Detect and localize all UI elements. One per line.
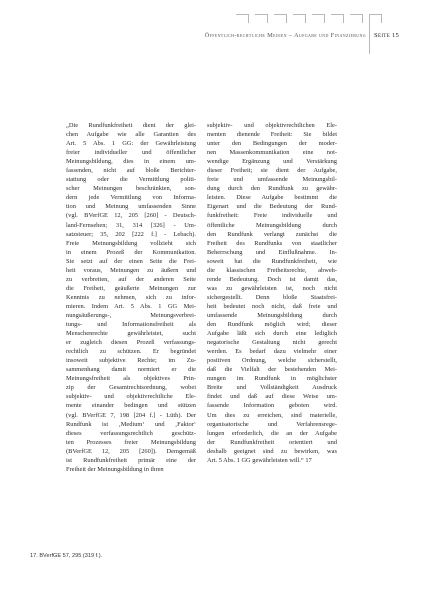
header-tick	[293, 14, 306, 23]
text-line: ten Prozesses freier Meinungsbildung	[66, 438, 196, 446]
text-line: Kenntnis zu nehmen, sich zu infor-	[66, 293, 196, 301]
text-line: Eigenart und die Bedeutung der Rund-	[207, 203, 337, 211]
text-line: chen Aufgabe wie alle Garantien des	[66, 131, 196, 139]
text-line: Menschenrechte gewährleistet, sucht	[66, 330, 196, 338]
text-line: lungen erforderlich, die an der Aufgabe	[207, 429, 337, 437]
text-line: Freiheit des Rundfunks von staatlicher	[207, 239, 337, 247]
header-decoration	[236, 14, 382, 23]
text-line: ist Rundfunkfreiheit primär eine der	[66, 456, 196, 464]
text-line: stattung oder die Vermittlung politi-	[66, 176, 196, 184]
text-line: heit bedeutet noch nicht, daß freie und	[207, 302, 337, 310]
running-header: Öffentlich-rechtliche Medien – Aufgabe und Finanzierung	[204, 32, 366, 39]
header-divider	[369, 14, 370, 54]
header-tick	[255, 14, 268, 23]
text-line: sammenhang damit normiert er die	[66, 366, 196, 374]
text-line: Um dies zu erreichen, sind materielle,	[207, 411, 337, 419]
header-tick	[312, 14, 325, 23]
text-line: freier individueller und öffentlicher	[66, 149, 196, 157]
text-line: Aufgabe läßt sich durch eine lediglich	[207, 330, 337, 338]
text-line: subjektiv- und objektivrechtlichen Ele-	[207, 122, 337, 129]
text-line: sichergestellt. Denn bloße Staatsfrei-	[207, 293, 337, 301]
text-line: dieses verfassungsrechtlich geschütz-	[66, 429, 196, 437]
text-line: (vgl. BVerfGE 12, 205 [260] - Deutsch-	[66, 212, 196, 220]
text-line: soweit hat die Rundfunkfreiheit, wie	[207, 257, 337, 265]
text-line: land-Fernsehen; 31, 314 [326] - Um-	[66, 221, 196, 229]
text-line: in einem Prozeß der Kommunikation.	[66, 248, 196, 256]
text-line: „Die Rundfunkfreiheit dient der glei-	[66, 122, 196, 129]
text-line: nen Massenkommunikation eine not-	[207, 149, 337, 157]
text-line: subjektiv- und objektivrechtliche Ele-	[66, 393, 196, 401]
text-line: umfassende Meinungsbildung durch	[207, 311, 337, 319]
text-line: daß die Vielfalt der bestehenden Mei-	[207, 366, 337, 374]
text-line: insoweit subjektive Rechte; im Zu-	[66, 357, 196, 365]
body-column-left	[66, 121, 196, 474]
text-line: Art. 5 Abs. 1 GG: der Gewährleistung	[66, 140, 196, 148]
header-tick	[369, 14, 382, 23]
text-line: dung durch den Rundfunk zu gewähr-	[207, 185, 337, 193]
text-line: nungsäußerungs-, Meinungsverbrei-	[66, 311, 196, 319]
text-line: mente einander bedingen und stützen	[66, 402, 196, 410]
text-line: Meinungsfreiheit als objektives Prin-	[66, 375, 196, 383]
text-line: tion und Meinung umfassenden Sinne	[66, 203, 196, 211]
text-line: die klassischen Freiheitsrechte, abweh-	[207, 266, 337, 274]
text-line: was zu gewährleisten ist, noch nicht	[207, 284, 337, 292]
text-line: Meinungsbildung, dies in einem um-	[66, 158, 196, 166]
text-line: dieser Freiheit; sie dient der Aufgabe,	[207, 167, 337, 175]
text-line: der Rundfunkfreiheit orientiert und	[207, 438, 337, 446]
text-line: fassende Information geboten wird.	[207, 402, 337, 410]
text-line: rende Bedeutung. Doch ist damit das,	[207, 275, 337, 283]
text-line: zip der Gesamtrechtsordnung, wobei	[66, 384, 196, 392]
text-line: nungen im Rundfunk in möglichster	[207, 375, 337, 383]
text-line: rechtlich zu schützen. Er begründet	[66, 348, 196, 356]
text-line: menten dienende Freiheit: Sie bildet	[207, 131, 337, 139]
text-line: findet und daß auf diese Weise um-	[207, 393, 337, 401]
text-line: den Rundfunk möglich wird; dieser	[207, 321, 337, 329]
footnote: 17. BVerfGE 57, 295 (319 f.).	[30, 553, 103, 559]
text-line: den Rundfunk verlangt zunächst die	[207, 230, 337, 238]
page-number: Seite 15	[374, 32, 400, 39]
text-line: (BVerfGE 12, 205 [260]). Demgemäß	[66, 447, 196, 455]
text-line: positiven Ordnung, welche sicherstellt,	[207, 357, 337, 365]
text-line: öffentliche Meinungsbildung durch	[207, 221, 337, 229]
text-line: Breite und Vollständigkeit Ausdruck	[207, 384, 337, 392]
text-line: unter den Bedingungen der moder-	[207, 140, 337, 148]
text-line: Freiheit der Meinungsbildung in ihren	[66, 465, 164, 473]
text-line: wendige Ergänzung und Verstärkung	[207, 158, 337, 166]
text-line: organisatorische und Verfahrensrege-	[207, 420, 337, 428]
text-line: tungs- und Informationsfreiheit als	[66, 321, 196, 329]
text-line: Sie setzt auf der einen Seite die Frei-	[66, 257, 196, 265]
header-tick	[274, 14, 287, 23]
text-line: Rundfunk ist ‚Medium‘ und ‚Faktor‘	[66, 420, 196, 428]
text-line: Art. 5 Abs. 1 GG gewährleisten will.“ 17	[207, 456, 312, 464]
text-line: mieren. Indem Art. 5 Abs. 1 GG Mei-	[66, 302, 196, 310]
text-line: scher Meinungen beschränkten, son-	[66, 185, 196, 193]
header-tick	[331, 14, 344, 23]
text-line: satzsteuer; 35, 202 [222 f.] - Lebach).	[66, 230, 196, 238]
text-line: Beherrschung und Einflußnahme. In-	[207, 248, 337, 256]
text-line: dern jede Vermittlung von Informa-	[66, 194, 196, 202]
text-line: leisten. Diese Aufgabe bestimmt die	[207, 194, 337, 202]
text-line: negatorische Gestaltung nicht gerecht	[207, 339, 337, 347]
text-line: (vgl. BVerfGE 7, 198 [204 f.] - Lüth). Der	[66, 411, 196, 419]
text-line: fassenden, nicht auf bloße Berichter-	[66, 167, 196, 175]
body-column-right	[207, 121, 337, 465]
header-tick	[236, 14, 249, 23]
text-line: funkfreiheit: Freie individuelle und	[207, 212, 337, 220]
text-line: werden. Es bedarf dazu vielmehr einer	[207, 348, 337, 356]
text-line: die Freiheit, geäußerte Meinungen zur	[66, 284, 196, 292]
text-line: zu verbreiten, auf der anderen Seite	[66, 275, 196, 283]
text-line: Freie Meinungsbildung vollzieht sich	[66, 239, 196, 247]
header-tick	[350, 14, 363, 23]
text-line: deshalb geeignet sind zu bewirken, was	[207, 447, 337, 455]
text-line: er zugleich diesen Prozeß verfassungs-	[66, 339, 196, 347]
text-line: freie und umfassende Meinungsbil-	[207, 176, 337, 184]
text-line: heit voraus, Meinungen zu äußern und	[66, 266, 196, 274]
